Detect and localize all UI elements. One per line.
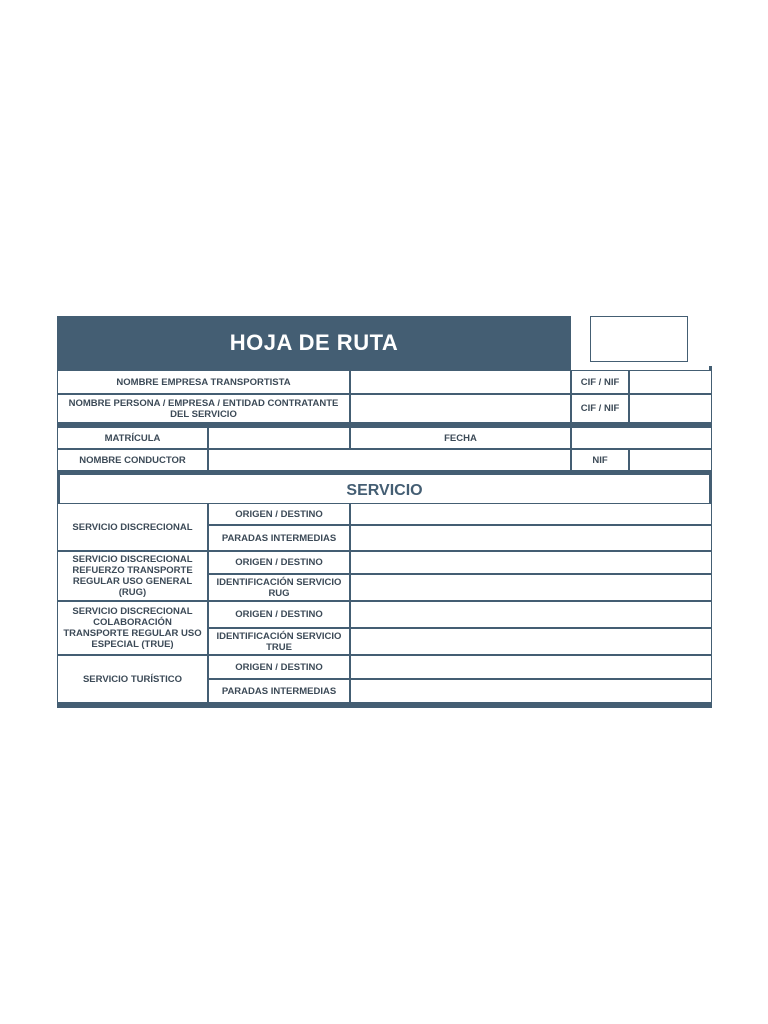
hoja-de-ruta-form — [57, 316, 712, 708]
service-field-label: PARADAS INTERMEDIAS — [208, 679, 350, 703]
label-fecha: FECHA — [350, 427, 571, 449]
service-field-label: ORIGEN / DESTINO — [208, 655, 350, 679]
form-title: HOJA DE RUTA — [229, 330, 399, 355]
field-cif-nif-1[interactable] — [629, 370, 712, 394]
service-field-input[interactable] — [350, 574, 712, 601]
service-field-input[interactable] — [350, 679, 712, 703]
label-nif: NIF — [571, 449, 629, 471]
service-field-input[interactable] — [350, 601, 712, 628]
label-nombre-conductor: NOMBRE CONDUCTOR — [57, 449, 208, 471]
label-nombre-persona: NOMBRE PERSONA / EMPRESA / ENTIDAD CONTRATANTE DEL SERVICIO — [57, 394, 350, 423]
service-group-label: SERVICIO DISCRECIONAL COLABORACIÓN TRANSPORTE REGULAR USO ESPECIAL (TRUE) — [57, 601, 208, 655]
service-field-input[interactable] — [350, 628, 712, 655]
service-field-input[interactable] — [350, 525, 712, 551]
field-cif-nif-2[interactable] — [629, 394, 712, 423]
service-field-label: ORIGEN / DESTINO — [208, 551, 350, 574]
label-cif-nif-1: CIF / NIF — [571, 370, 629, 394]
service-field-input[interactable] — [350, 655, 712, 679]
service-field-label: ORIGEN / DESTINO — [208, 503, 350, 525]
field-fecha[interactable] — [571, 427, 712, 449]
service-field-label: IDENTIFICACIÓN SERVICIO RUG — [208, 574, 350, 601]
label-nombre-empresa: NOMBRE EMPRESA TRANSPORTISTA — [57, 370, 350, 394]
service-group-label: SERVICIO DISCRECIONAL REFUERZO TRANSPORTE REGULAR USO GENERAL (RUG) — [57, 551, 208, 601]
divider-band — [57, 471, 712, 475]
service-group-label: SERVICIO DISCRECIONAL — [57, 503, 208, 551]
service-field-label: ORIGEN / DESTINO — [208, 601, 350, 628]
service-field-input[interactable] — [350, 503, 712, 525]
label-cif-nif-2: CIF / NIF — [571, 394, 629, 423]
field-nombre-empresa[interactable] — [350, 370, 571, 394]
field-nombre-conductor[interactable] — [208, 449, 571, 471]
service-field-input[interactable] — [350, 551, 712, 574]
field-nombre-persona[interactable] — [350, 394, 571, 423]
bottom-band — [57, 703, 712, 708]
service-field-label: IDENTIFICACIÓN SERVICIO TRUE — [208, 628, 350, 655]
label-matricula: MATRÍCULA — [57, 427, 208, 449]
service-field-label: PARADAS INTERMEDIAS — [208, 525, 350, 551]
number-box[interactable] — [590, 316, 688, 362]
service-group-label: SERVICIO TURÍSTICO — [57, 655, 208, 703]
field-matricula[interactable] — [208, 427, 350, 449]
servicio-title: SERVICIO — [346, 482, 423, 499]
field-nif[interactable] — [629, 449, 712, 471]
